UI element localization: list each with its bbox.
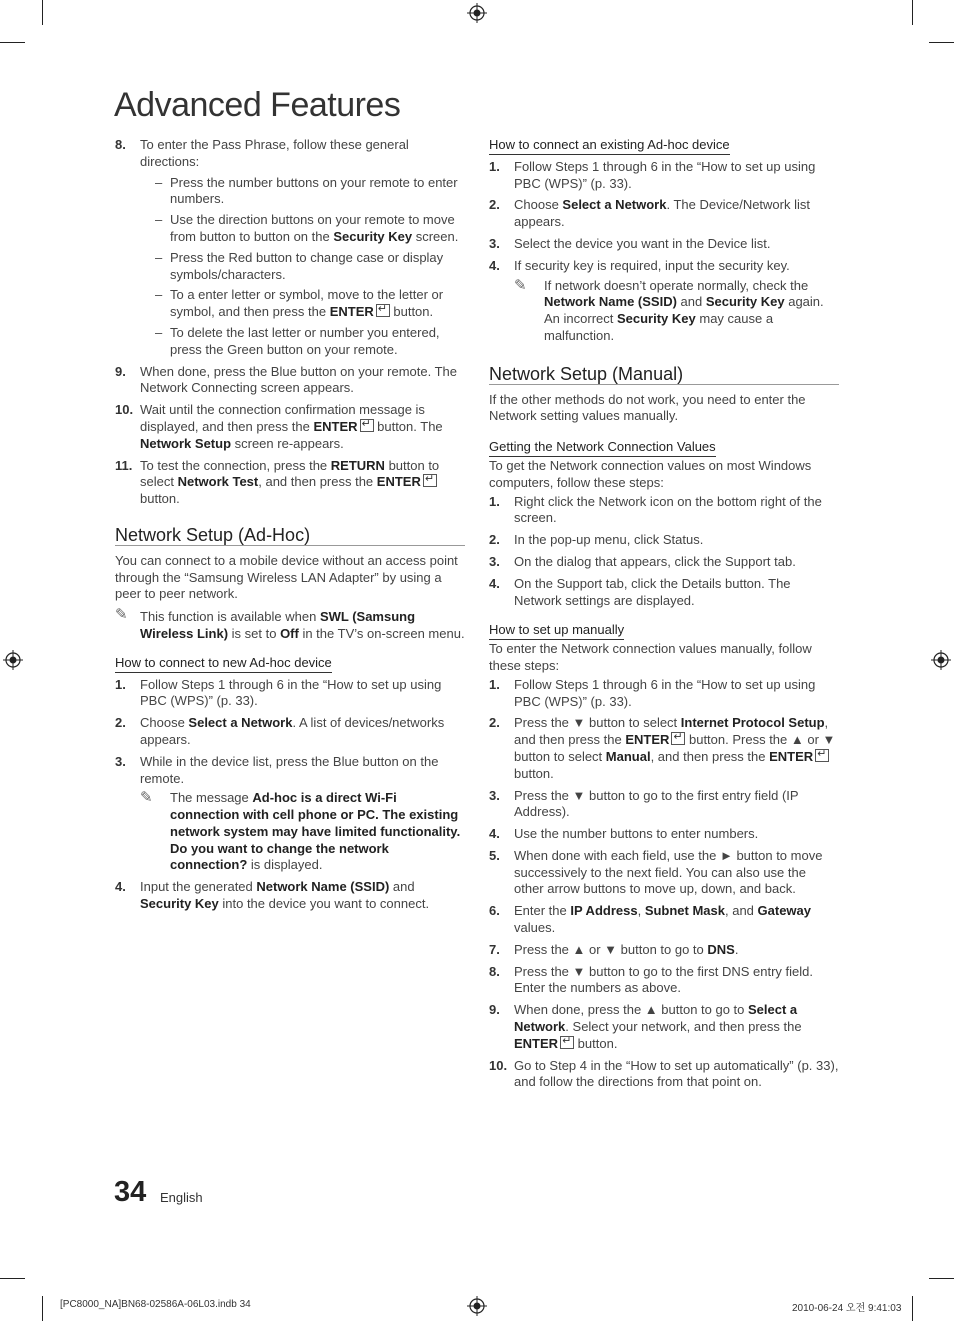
enter-key-icon [671, 732, 685, 745]
step-11: 11. To test the connection, press the RETURN button to select Network Test, and then press the ENTER↵ button. [115, 458, 465, 508]
adhoc-step-3-note: ✎ The message Ad-hoc is a direct Wi-Fi connection with cell phone or PC. The existing network system may have limited functionality. Do you want to change the network connection? is displayed. [140, 789, 461, 873]
enter-key-icon [560, 1036, 574, 1049]
manual-step-3: 3. Press the ▼ button to go to the first entry field (IP Address). [489, 787, 799, 820]
crop-mark [0, 1278, 25, 1279]
existing-step-1: 1. Follow Steps 1 through 6 in the “How to set up using PBC (WPS)” (p. 33). [489, 158, 816, 191]
manual-step-6: 6. Enter the IP Address, Subnet Mask, and Gateway values. [489, 903, 812, 936]
crop-mark [929, 42, 954, 43]
crop-mark [42, 1296, 43, 1321]
manual-step-1: 1. Follow Steps 1 through 6 in the “How to set up using PBC (WPS)” (p. 33). [489, 676, 816, 709]
enter-key-icon [360, 419, 374, 432]
step-10: 10. Wait until the connection confirmation message is displayed, and then press the ENTER↵ button. The Network Setup screen re-appears. [115, 402, 465, 452]
existing-step-4: 4. If security key is required, input the security key. ✎ If network doesn’t operate normally, check the Network Name (SSID) and Security Key again. An incorrect Security Key may cause a malfunction. [489, 258, 839, 345]
manual-step-2: 2. Press the ▼ button to select Internet Protocol Setup, and then press the ENTER↵ button. Press the ▲ or ▼ button to select Manual, and then press the ENTER↵ button. [489, 715, 839, 782]
pencil-note-icon: ✎ [115, 606, 128, 624]
getting-step-3: 3. On the dialog that appears, click the Support tab. [489, 553, 796, 569]
subheading-set-up-manually: How to set up manually [489, 622, 624, 640]
crop-mark [912, 1296, 913, 1321]
enter-key-icon [815, 749, 829, 762]
adhoc-step-4: 4. Input the generated Network Name (SSID) and Security Key into the device you want to connect. [115, 879, 430, 912]
dash-item: – Use the direction buttons on your remote to move from button to button on the Security Key screen. [155, 212, 459, 244]
existing-step-4-note: ✎ If network doesn’t operate normally, check the Network Name (SSID) and Security Key again. An incorrect Security Key may cause a malfunction. [514, 276, 824, 343]
registration-mark-icon [467, 1296, 487, 1316]
dash-item: – Press the number buttons on your remote to enter numbers. [155, 174, 458, 207]
dash-item: – To a enter letter or symbol, move to the letter or symbol, and then press the ENTER↵ button. [155, 287, 465, 321]
crop-mark [912, 0, 913, 25]
getting-step-2: 2. In the pop-up menu, click Status. [489, 532, 704, 548]
adhoc-intro: You can connect to a mobile device without an access point through the “Samsung Wireless LAN Adapter” by using a peer to peer network. [115, 552, 458, 602]
enter-key-icon [376, 304, 390, 317]
crop-mark [929, 1278, 954, 1279]
crop-mark [0, 42, 25, 43]
manual-intro: If the other methods do not work, you need to enter the Network setting values manually. [489, 391, 806, 424]
section-heading-adhoc: Network Setup (Ad-Hoc) [115, 527, 465, 546]
page-language: English [160, 1190, 203, 1205]
manual-step-8: 8. Press the ▼ button to go to the first DNS entry field. Enter the numbers as above. [489, 963, 814, 996]
enter-key-icon [423, 474, 437, 487]
left-column [115, 137, 465, 918]
manual-step-4: 4. Use the number buttons to enter numbers. [489, 826, 759, 842]
registration-mark-icon [931, 650, 951, 670]
right-column [489, 137, 839, 1096]
dash-item: – Press the Red button to change case or display symbols/characters. [155, 249, 444, 282]
adhoc-note: ✎ This function is available when SWL (Samsung Wireless Link) is set to Off in the TV’s on-screen menu. [115, 606, 465, 641]
subheading-getting-values: Getting the Network Connection Values [489, 439, 716, 457]
crop-mark [42, 0, 43, 25]
adhoc-step-2: 2. Choose Select a Network. A list of devices/networks appears. [115, 715, 445, 747]
registration-mark-icon [467, 3, 487, 23]
manual-step-10: 10. Go to Step 4 in the “How to set up automatically” (p. 33), and follow the directions from that point on. [489, 1057, 839, 1090]
print-slug-stamp: 2010-06-24 오전 9:41:03 [792, 1303, 902, 1314]
manual-step-9: 9. When done, press the ▲ button to go to Select a Network. Select your network, and then press the ENTER↵ button. [489, 1002, 839, 1052]
pencil-note-icon: ✎ [514, 276, 527, 294]
manual-step-5: 5. When done with each field, use the ► button to move successively to the next field. You can also use the other arrow buttons to move up, down, and back. [489, 847, 823, 897]
adhoc-step-3: 3. While in the device list, press the Blue button on the remote. ✎ The message Ad-hoc is a direct Wi-Fi connection with cell phone or PC. The existing network system may have limited functionality. Do you want to change the network connection? is displayed. [115, 754, 465, 875]
manual-step-7: 7. Press the ▲ or ▼ button to go to DNS. [489, 941, 739, 957]
dash-item: – To delete the last letter or number you entered, press the Green button on your remote. [155, 324, 440, 357]
subheading-new-adhoc: How to connect to new Ad-hoc device [115, 655, 332, 673]
step-8: 8. To enter the Pass Phrase, follow these general directions: – Press the number buttons on your remote to enter numbers. – Use the direction buttons on your remote to move from button to button on the Security Key screen. – Press the Red button to change case or display symbols/characters. – To a enter letter or symbol, move to the letter or symbol, and then press the ENTER↵ button. – To delete the last letter or number you entered, press the Green button on your remote. [115, 137, 465, 359]
page-title: Advanced Features [114, 86, 401, 124]
pencil-note-icon: ✎ [140, 789, 153, 807]
adhoc-step-1: 1. Follow Steps 1 through 6 in the “How to set up using PBC (WPS)” (p. 33). [115, 676, 442, 709]
page-number: 34 [114, 1176, 147, 1208]
subheading-existing-adhoc: How to connect an existing Ad-hoc device [489, 137, 730, 155]
print-slug-file: [PC8000_NA]BN68-02586A-06L03.indb 34 [60, 1299, 251, 1310]
existing-step-3: 3. Select the device you want in the Device list. [489, 235, 771, 251]
step-9: 9. When done, press the Blue button on your remote. The Network Connecting screen appears. [115, 363, 458, 396]
section-heading-manual: Network Setup (Manual) [489, 366, 839, 385]
getting-step-1: 1. Right click the Network icon on the bottom right of the screen. [489, 493, 822, 526]
getting-step-4: 4. On the Support tab, click the Details button. The Network settings are displayed. [489, 575, 791, 608]
existing-step-2: 2. Choose Select a Network. The Device/Network list appears. [489, 197, 810, 230]
registration-mark-icon [3, 650, 23, 670]
set-up-manually-intro: To enter the Network connection values manually, follow these steps: [489, 641, 812, 673]
getting-values-intro: To get the Network connection values on most Windows computers, follow these steps: [489, 457, 812, 490]
